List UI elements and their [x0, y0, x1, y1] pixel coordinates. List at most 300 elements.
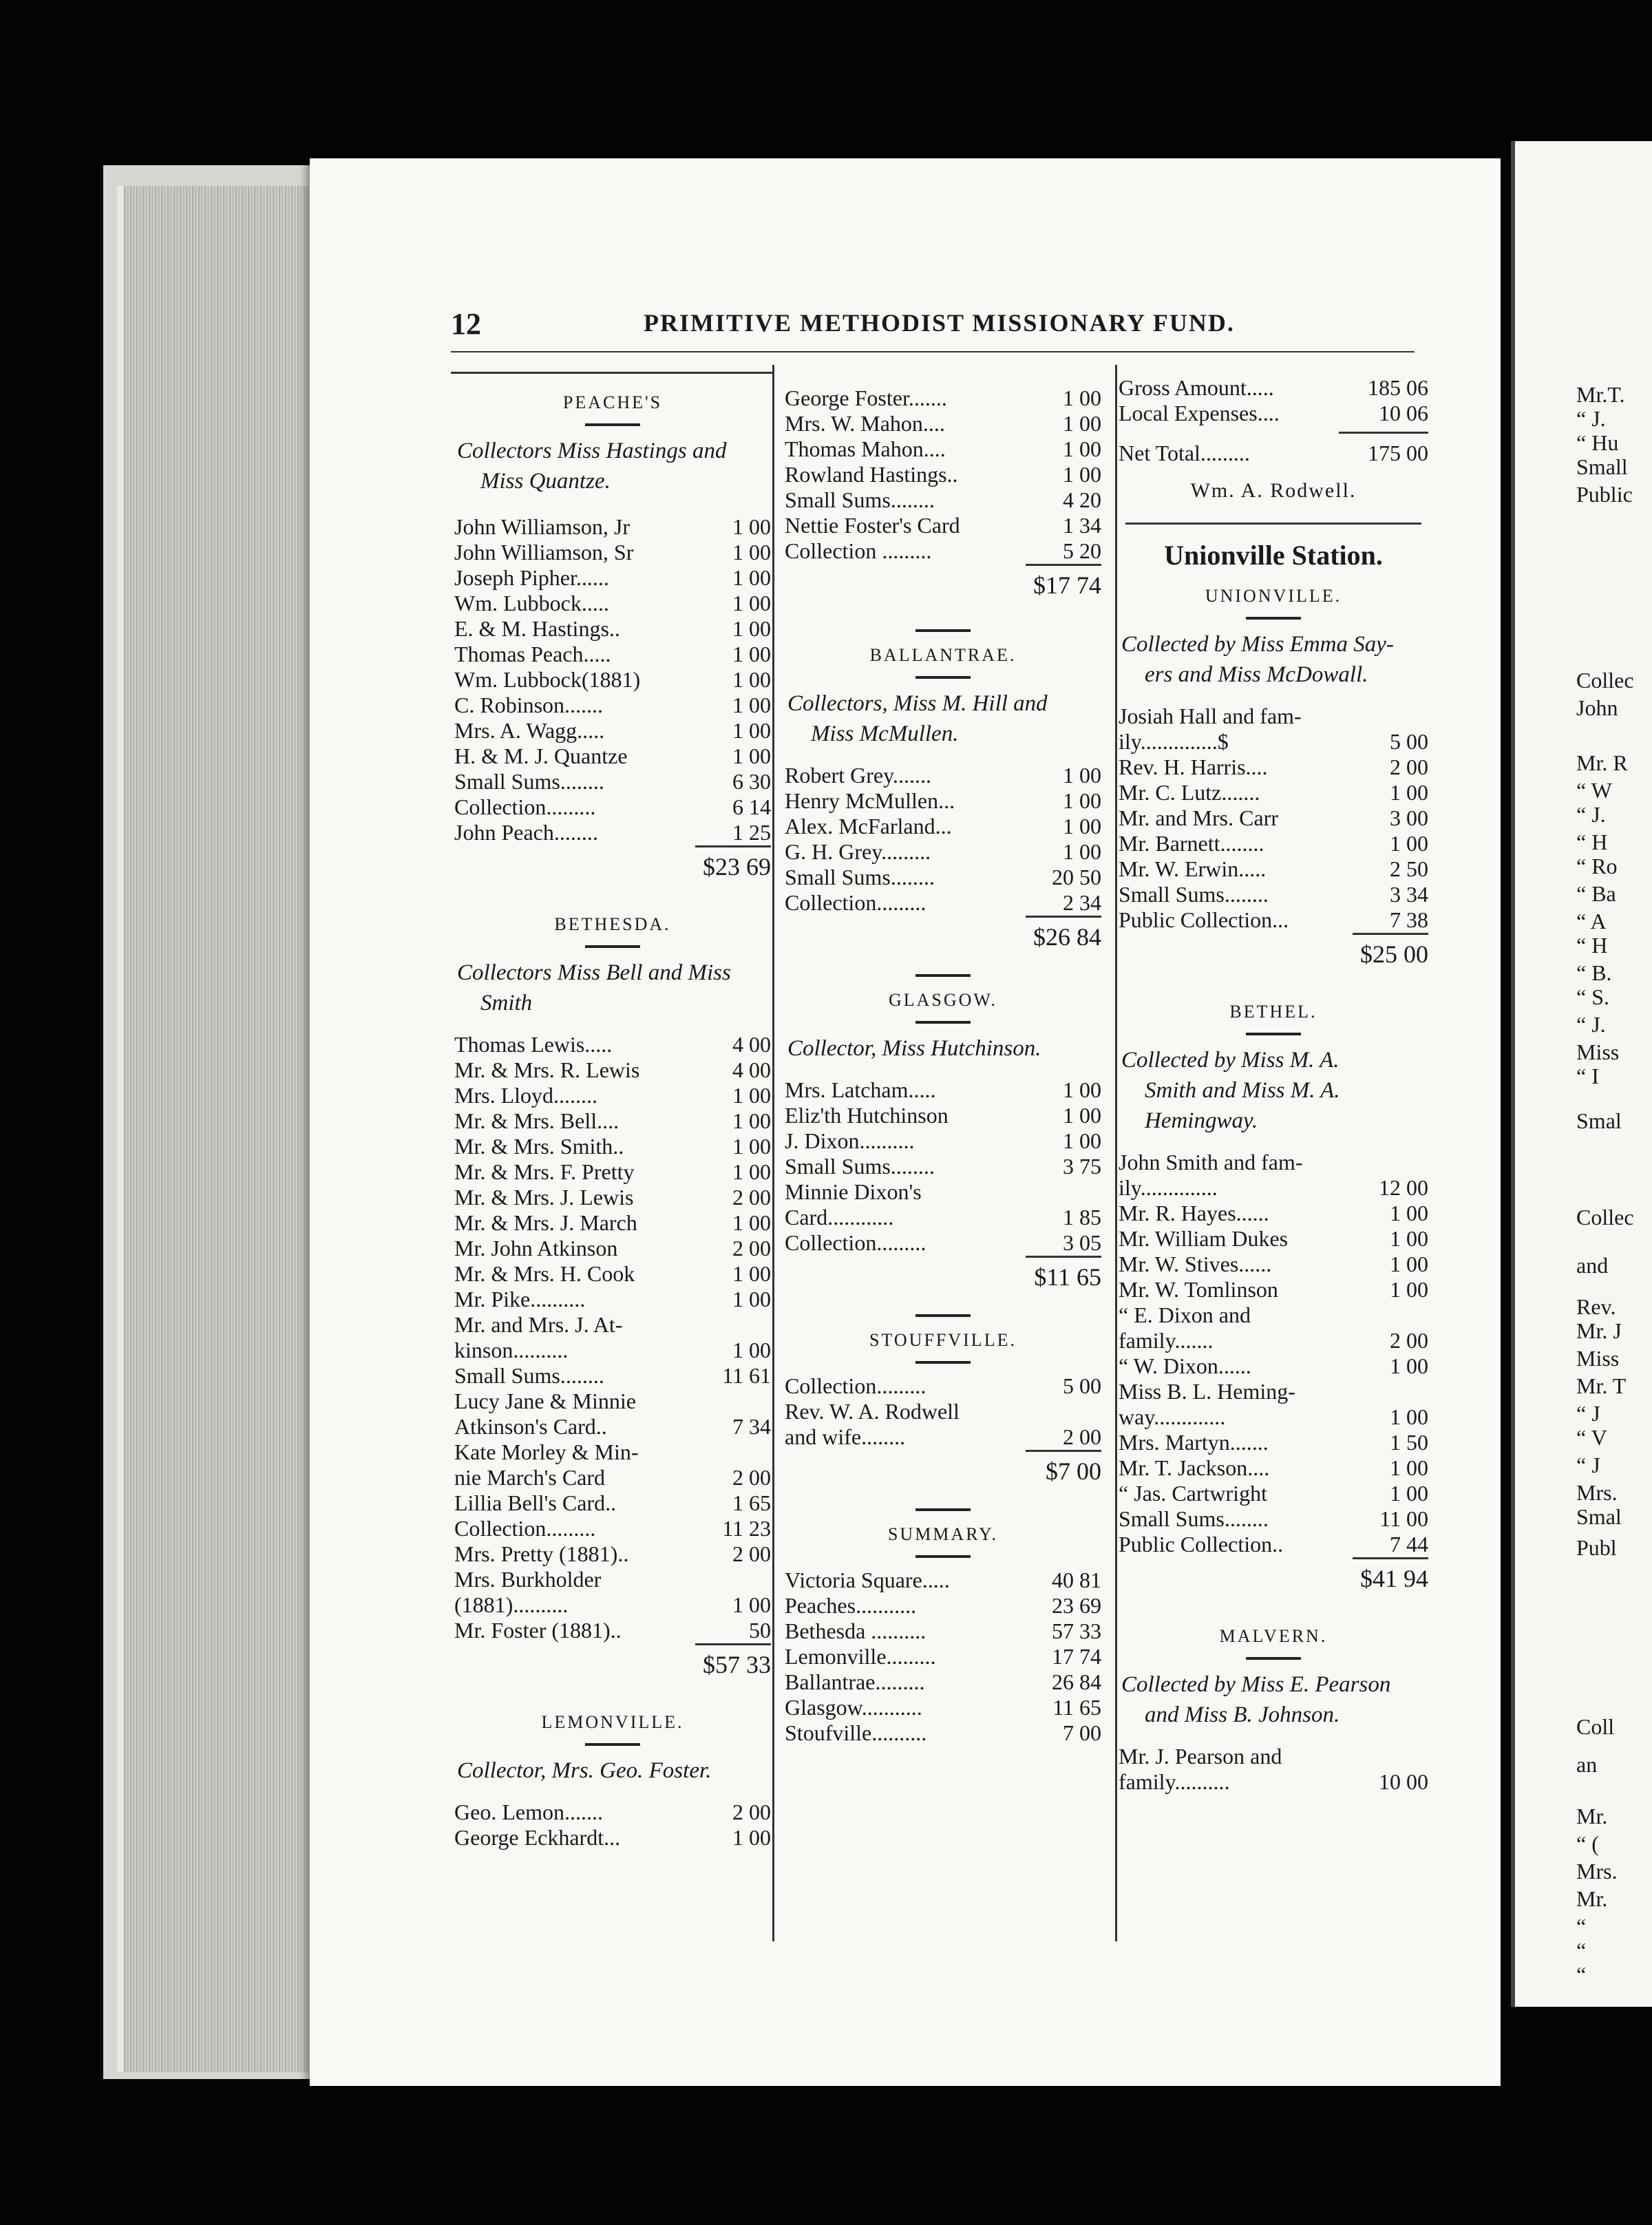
- entry-amount: 23 69: [1052, 1593, 1101, 1618]
- entry-name: Collection.........: [454, 794, 596, 819]
- entry-amount: 1 00: [1063, 436, 1101, 461]
- entry-row: [454, 1134, 771, 1159]
- column-1: [454, 389, 771, 1850]
- entry-amount: 1 65: [732, 1490, 771, 1515]
- entry-list: [1119, 375, 1428, 426]
- entry-amount: 1 00: [732, 565, 771, 590]
- entry-name: Mr. T. Jackson....: [1119, 1455, 1270, 1480]
- entry-name: Small Sums........: [1119, 882, 1269, 907]
- entry-row: [454, 565, 771, 591]
- facing-page-fragment: John: [1576, 695, 1618, 720]
- entry-row: [785, 1154, 1101, 1179]
- entry-name: Mrs. Pretty (1881)..: [454, 1541, 629, 1566]
- entry-row: [785, 1179, 1101, 1205]
- entry-amount: 2 00: [1390, 1328, 1428, 1353]
- section-rule: [585, 423, 640, 426]
- entry-name: Robert Grey.......: [785, 763, 931, 788]
- entry-amount: 1 00: [1390, 1201, 1428, 1225]
- entry-name: Mr. & Mrs. Bell....: [454, 1108, 620, 1133]
- entry-row: [785, 1373, 1101, 1399]
- entry-amount: 1 00: [1063, 1128, 1101, 1153]
- entry-row: [1119, 1455, 1428, 1481]
- entry-row: [454, 1490, 771, 1516]
- entry-row: [1119, 1506, 1428, 1532]
- section-title: BETHEL.: [1229, 1002, 1317, 1022]
- entry-amount: 5 00: [1390, 729, 1428, 754]
- facing-page-fragment: “ S.: [1576, 984, 1609, 1009]
- entry-row: [454, 1108, 771, 1134]
- section-total: $23 69: [695, 845, 771, 883]
- entry-name: ily..............$: [1119, 729, 1229, 754]
- entry-row: [785, 1399, 1101, 1424]
- entry-name: Mrs. Burkholder: [454, 1567, 602, 1592]
- column-divider: [772, 365, 774, 1941]
- entry-name: and wife........: [785, 1424, 906, 1449]
- entry-amount: 1 00: [732, 1825, 771, 1850]
- section-rule: [915, 1314, 971, 1317]
- entry-amount: 1 00: [1390, 831, 1428, 856]
- entry-amount: 2 00: [732, 1236, 771, 1261]
- facing-page-fragment: “ H: [1576, 933, 1608, 958]
- entry-row: [785, 513, 1101, 538]
- entry-amount: 1 00: [1063, 386, 1101, 410]
- entry-name: Collection.........: [785, 890, 926, 915]
- entry-row: [1119, 1150, 1428, 1175]
- entry-name: Small Sums........: [785, 865, 935, 889]
- collectors-line: Collector, Mrs. Geo. Foster.: [457, 1758, 712, 1783]
- entry-row: [1119, 1353, 1428, 1379]
- entry-row: [454, 514, 771, 540]
- entry-amount: 1 00: [1063, 1077, 1101, 1102]
- entry-name: Rev. W. A. Rodwell: [785, 1399, 960, 1424]
- entry-row: [785, 1077, 1101, 1103]
- entry-amount: 1 00: [732, 616, 771, 641]
- entry-row: [785, 1568, 1101, 1593]
- collectors-line: and Miss B. Johnson.: [1145, 1702, 1340, 1727]
- collectors-line: Smith and Miss M. A.: [1145, 1078, 1340, 1103]
- entry-amount: 4 00: [732, 1032, 771, 1057]
- entry-row: [1119, 907, 1428, 933]
- entry-name: Mr. C. Lutz.......: [1119, 780, 1260, 805]
- entry-name: Mr. Foster (1881)..: [454, 1618, 622, 1643]
- section-title: STOUFFVILLE.: [869, 1330, 1017, 1350]
- entry-amount: 2 00: [1390, 755, 1428, 779]
- facing-page-fragment: Public: [1576, 482, 1633, 507]
- entry-amount: 1 00: [732, 1592, 771, 1617]
- entry-amount: 1 00: [1390, 1481, 1428, 1506]
- entry-row: [454, 1338, 771, 1363]
- entry-amount: 1 00: [732, 1338, 771, 1362]
- entry-row: [454, 794, 771, 820]
- entry-row: [454, 1800, 771, 1825]
- entry-name: E. & M. Hastings..: [454, 616, 620, 641]
- entry-name: Mr. & Mrs. R. Lewis: [454, 1057, 640, 1082]
- entry-row: [1119, 1328, 1428, 1353]
- facing-page-fragment: Publ: [1576, 1535, 1617, 1560]
- collectors-line: Collector, Miss Hutchinson.: [787, 1036, 1041, 1061]
- running-head: PRIMITIVE METHODIST MISSIONARY FUND.: [644, 309, 1235, 337]
- entry-name: Henry McMullen...: [785, 788, 955, 813]
- entry-name: Peaches...........: [785, 1593, 917, 1618]
- facing-page-fragment: “ J: [1576, 1453, 1600, 1477]
- entry-row: [1119, 1175, 1428, 1201]
- entry-row: [785, 839, 1101, 865]
- facing-page-fragment: an: [1576, 1752, 1598, 1777]
- entry-name: Small Sums........: [785, 1154, 935, 1179]
- entry-amount: 1 00: [732, 591, 771, 615]
- entry-row: [785, 462, 1101, 487]
- entry-amount: 1 00: [1063, 763, 1101, 788]
- entry-amount: 7 00: [1063, 1720, 1101, 1745]
- entry-list: [785, 763, 1101, 916]
- entry-amount: 1 00: [1390, 1353, 1428, 1378]
- entry-amount: 1 34: [1063, 513, 1101, 538]
- entry-name: Lucy Jane & Minnie: [454, 1389, 636, 1413]
- entry-name: Bethesda ..........: [785, 1618, 926, 1643]
- entry-row: [785, 1618, 1101, 1644]
- entry-name: Small Sums........: [454, 769, 604, 794]
- facing-page-fragment: Mrs.: [1576, 1480, 1618, 1505]
- entry-amount: 1 00: [732, 1287, 771, 1311]
- section-total: $25 00: [1353, 933, 1428, 971]
- collectors-line: ers and Miss McDowall.: [1145, 662, 1368, 687]
- entry-row: [1119, 1404, 1428, 1430]
- entry-row: [1119, 755, 1428, 780]
- entry-row: [1119, 1201, 1428, 1226]
- facing-page-fragment: and: [1576, 1253, 1609, 1278]
- section-rule: [915, 676, 971, 679]
- entry-name: Small Sums........: [1119, 1506, 1269, 1531]
- entry-amount: 20 50: [1052, 865, 1101, 889]
- entry-row: [454, 1236, 771, 1261]
- entry-name: Mr. and Mrs. J. At-: [454, 1312, 623, 1337]
- entry-list: [785, 1568, 1101, 1746]
- entry-row: [785, 487, 1101, 513]
- entry-row: [454, 820, 771, 845]
- entry-amount: 2 50: [1390, 856, 1428, 881]
- entry-amount: 2 00: [732, 1541, 771, 1566]
- entry-amount: 1 00: [732, 718, 771, 743]
- entry-name: John Williamson, Sr: [454, 540, 634, 565]
- section-rule: [1246, 1657, 1301, 1660]
- entry-amount: 7 34: [732, 1414, 771, 1439]
- entry-name: “ Jas. Cartwright: [1119, 1481, 1267, 1506]
- entry-row: [454, 1567, 771, 1592]
- entry-name: Public Collection...: [1119, 907, 1289, 932]
- entry-amount: 1 00: [1390, 1404, 1428, 1429]
- page-edges: [117, 186, 324, 2072]
- entry-row: [785, 1644, 1101, 1669]
- entry-name: George Foster.......: [785, 386, 947, 410]
- entry-row: [785, 788, 1101, 814]
- entry-name: Mr. & Mrs. F. Pretty: [454, 1159, 635, 1184]
- section-rule: [585, 1743, 640, 1746]
- entry-name: Rowland Hastings..: [785, 462, 958, 487]
- entry-row: [454, 616, 771, 642]
- entry-amount: 1 00: [732, 1134, 771, 1159]
- entry-amount: 1 00: [732, 1210, 771, 1235]
- entry-name: John Peach........: [454, 820, 598, 845]
- entry-amount: 1 25: [732, 820, 771, 845]
- facing-page-fragment: “ J.: [1576, 406, 1606, 431]
- net-total-row: Net Total......... 175 00: [1119, 441, 1428, 465]
- entry-amount: 4 00: [732, 1057, 771, 1082]
- page-number: 12: [451, 307, 481, 341]
- entry-name: Collection .........: [785, 538, 932, 563]
- facing-page-fragment: “ I: [1576, 1064, 1599, 1088]
- entry-row: [1119, 882, 1428, 907]
- entry-amount: 1 00: [732, 514, 771, 539]
- entry-row: [785, 1669, 1101, 1695]
- entry-row: [1119, 805, 1428, 831]
- section-title: LEMONVILLE.: [541, 1712, 684, 1732]
- entry-name: family.......: [1119, 1328, 1214, 1353]
- entry-row: [1119, 1532, 1428, 1557]
- entry-name: Local Expenses....: [1119, 401, 1280, 425]
- entry-name: Mr. & Mrs. H. Cook: [454, 1261, 635, 1286]
- entry-amount: 11 23: [722, 1516, 771, 1541]
- entry-amount: 26 84: [1052, 1669, 1101, 1694]
- entry-name: Mr. Pike..........: [454, 1287, 586, 1311]
- entry-row: [454, 718, 771, 744]
- entry-name: Glasgow...........: [785, 1695, 922, 1720]
- section-title: UNIONVILLE.: [1205, 586, 1342, 606]
- entry-name: Mr. W. Tomlinson: [1119, 1277, 1278, 1302]
- entry-name: Mrs. A. Wagg.....: [454, 718, 605, 743]
- entry-amount: 1 00: [1063, 814, 1101, 839]
- entry-amount: 11 61: [722, 1363, 771, 1388]
- entry-name: George Eckhardt...: [454, 1825, 621, 1850]
- entry-amount: 1 00: [1063, 839, 1101, 864]
- entry-name: G. H. Grey.........: [785, 839, 931, 864]
- entry-name: C. Robinson.......: [454, 693, 604, 717]
- section-total: $7 00: [1026, 1450, 1101, 1488]
- section-total: $26 84: [1026, 916, 1101, 953]
- entry-name: Mr. Barnett........: [1119, 831, 1264, 856]
- section-title: MALVERN.: [1219, 1626, 1328, 1646]
- entry-row: [454, 1057, 771, 1083]
- entry-row: [454, 744, 771, 769]
- entry-amount: 5 00: [1063, 1373, 1101, 1398]
- facing-page-fragment: Collec: [1576, 1205, 1634, 1230]
- section-rule: [915, 1555, 971, 1558]
- entry-name: “ E. Dixon and: [1119, 1303, 1251, 1327]
- entry-amount: 3 00: [1390, 805, 1428, 830]
- entry-amount: 1 00: [732, 642, 771, 666]
- entry-row: [454, 1363, 771, 1389]
- entry-row: [454, 591, 771, 616]
- entry-name: Thomas Peach.....: [454, 642, 611, 666]
- entry-name: “ W. Dixon......: [1119, 1353, 1251, 1378]
- entry-name: Mr. J. Pearson and: [1119, 1744, 1282, 1769]
- entry-name: Rev. H. Harris....: [1119, 755, 1268, 779]
- entry-amount: 1 00: [1390, 1455, 1428, 1480]
- collectors-line: Miss Quantze.: [480, 469, 611, 494]
- entry-list: [785, 1077, 1101, 1256]
- entry-row: [454, 1083, 771, 1108]
- facing-page-fragment: “ (: [1576, 1831, 1599, 1856]
- entry-amount: 2 34: [1063, 890, 1101, 915]
- entry-row: [1119, 1226, 1428, 1252]
- section-rule: [915, 974, 971, 977]
- entry-row: [454, 540, 771, 565]
- entry-amount: 10 06: [1379, 401, 1428, 425]
- entry-amount: 1 00: [1390, 1226, 1428, 1251]
- entry-row: [785, 865, 1101, 890]
- entry-row: [454, 1440, 771, 1465]
- entry-row: [454, 642, 771, 667]
- entry-row: [1119, 1430, 1428, 1455]
- entry-row: [454, 1592, 771, 1618]
- entry-amount: 1 00: [1063, 462, 1101, 487]
- entry-row: [1119, 401, 1428, 426]
- entry-row: [1119, 375, 1428, 401]
- entry-list: [1119, 704, 1428, 933]
- entry-row: [785, 386, 1101, 411]
- entry-name: Nettie Foster's Card: [785, 513, 960, 538]
- facing-page-fragment: “ Ro: [1576, 854, 1618, 878]
- entry-name: Small Sums........: [785, 487, 935, 512]
- entry-name: nie March's Card: [454, 1465, 606, 1490]
- entry-amount: 2 00: [1063, 1424, 1101, 1449]
- entry-name: way.............: [1119, 1404, 1226, 1429]
- entry-row: [454, 1389, 771, 1414]
- facing-page-fragment: Mr. R: [1576, 750, 1628, 775]
- entry-row: [1119, 729, 1428, 755]
- entry-name: Mrs. W. Mahon....: [785, 411, 945, 436]
- facing-page-fragment: “ Hu: [1576, 430, 1619, 455]
- entry-row: [1119, 856, 1428, 882]
- facing-page-fragment: “: [1576, 1962, 1587, 1987]
- facing-page-fragment: “ H: [1576, 830, 1608, 854]
- entry-row: [785, 1695, 1101, 1720]
- entry-row: [454, 1516, 771, 1541]
- entry-amount: 40 81: [1052, 1568, 1101, 1592]
- entry-name: Mrs. Martyn.......: [1119, 1430, 1269, 1455]
- section-rule: [585, 945, 640, 948]
- entry-name: John Smith and fam-: [1119, 1150, 1303, 1174]
- entry-amount: 1 00: [1063, 411, 1101, 436]
- entry-name: Wm. Lubbock(1881): [454, 667, 641, 692]
- entry-row: [1119, 1379, 1428, 1404]
- entry-amount: 11 65: [1052, 1695, 1101, 1720]
- section-rule: [915, 629, 971, 632]
- facing-page-fragment: “ J.: [1576, 1012, 1606, 1037]
- entry-list: [1119, 1150, 1428, 1557]
- entry-row: [454, 1312, 771, 1338]
- entry-row: [454, 769, 771, 794]
- entry-amount: 10 00: [1379, 1769, 1428, 1794]
- section-total: $17 74: [1026, 564, 1101, 602]
- entry-name: (1881)..........: [454, 1592, 569, 1617]
- entry-name: J. Dixon..........: [785, 1128, 915, 1153]
- entry-name: family..........: [1119, 1769, 1230, 1794]
- entry-row: [785, 538, 1101, 564]
- collectors-line: Collectors Miss Bell and Miss: [457, 960, 731, 985]
- entry-amount: 2 00: [732, 1465, 771, 1490]
- entry-amount: 1 00: [1390, 1252, 1428, 1276]
- collectors-line: Collectors Miss Hastings and: [457, 439, 727, 463]
- entry-name: Eliz'th Hutchinson: [785, 1103, 949, 1128]
- facing-page-fragment: Smal: [1576, 1504, 1622, 1529]
- entry-name: Miss B. L. Heming-: [1119, 1379, 1295, 1404]
- entry-amount: 4 20: [1063, 487, 1101, 512]
- entry-row: [785, 890, 1101, 916]
- entry-amount: 7 44: [1390, 1532, 1428, 1557]
- section-total: $57 33: [695, 1643, 771, 1681]
- entry-row: [785, 1593, 1101, 1618]
- entry-row: [454, 1210, 771, 1236]
- entry-list: [454, 1800, 771, 1850]
- entry-name: Alex. McFarland...: [785, 814, 952, 839]
- entry-name: Mr. & Mrs. J. March: [454, 1210, 637, 1235]
- entry-row: [454, 1825, 771, 1850]
- entry-name: Mr. R. Hayes......: [1119, 1201, 1269, 1225]
- entry-name: John Williamson, Jr: [454, 514, 631, 539]
- entry-row: [785, 1424, 1101, 1450]
- entry-row: [785, 411, 1101, 436]
- entry-name: Atkinson's Card..: [454, 1414, 607, 1439]
- entry-name: Mr. and Mrs. Carr: [1119, 805, 1278, 830]
- entry-amount: 3 05: [1063, 1230, 1101, 1255]
- entry-list: [454, 514, 771, 845]
- entry-row: [1119, 1252, 1428, 1277]
- entry-name: Mrs. Lloyd........: [454, 1083, 597, 1108]
- entry-row: [1119, 1481, 1428, 1506]
- entry-name: Joseph Pipher......: [454, 565, 609, 590]
- facing-page-fragment: Smal: [1576, 1108, 1622, 1133]
- entry-name: Small Sums........: [454, 1363, 604, 1388]
- entry-name: Mr. William Dukes: [1119, 1226, 1289, 1251]
- entry-name: Gross Amount.....: [1119, 375, 1274, 400]
- facing-page-fragment: Collec: [1576, 668, 1634, 693]
- facing-page-fragment: Mr.T.: [1576, 382, 1625, 407]
- section-total: $41 94: [1353, 1557, 1428, 1595]
- section-rule: [1246, 617, 1301, 620]
- entry-amount: 11 00: [1379, 1506, 1428, 1531]
- entry-name: Thomas Lewis.....: [454, 1032, 613, 1057]
- entry-name: Collection.........: [454, 1516, 596, 1541]
- entry-row: [454, 693, 771, 718]
- entry-row: [785, 814, 1101, 839]
- entry-row: [454, 1541, 771, 1567]
- entry-name: Public Collection..: [1119, 1532, 1284, 1557]
- collectors-line: Collected by Miss Emma Say-: [1121, 632, 1394, 657]
- entry-name: Thomas Mahon....: [785, 436, 946, 461]
- entry-row: [454, 1618, 771, 1643]
- collectors-line: Smith: [480, 991, 533, 1015]
- facing-page-fragment: “ B.: [1576, 960, 1612, 985]
- entry-amount: 3 75: [1063, 1154, 1101, 1179]
- entry-amount: 17 74: [1052, 1644, 1101, 1669]
- column-3: [1119, 375, 1428, 1795]
- entry-list: [785, 1373, 1101, 1450]
- column-2: [785, 386, 1101, 1746]
- entry-name: Mr. & Mrs. J. Lewis: [454, 1185, 634, 1210]
- section-title: PEACHE'S: [562, 392, 663, 412]
- entry-amount: 12 00: [1379, 1175, 1428, 1200]
- entry-row: [785, 1720, 1101, 1746]
- entry-row: [454, 1287, 771, 1312]
- header-rule: [451, 351, 1415, 352]
- section-total: $11 65: [1026, 1256, 1101, 1294]
- facing-page-fragment: Miss: [1576, 1040, 1620, 1064]
- entry-amount: 2 00: [732, 1185, 771, 1210]
- entry-name: kinson..........: [454, 1338, 569, 1362]
- facing-page-fragment: “ J: [1576, 1401, 1600, 1426]
- entry-list: [785, 386, 1101, 564]
- section-rule: [915, 1021, 971, 1024]
